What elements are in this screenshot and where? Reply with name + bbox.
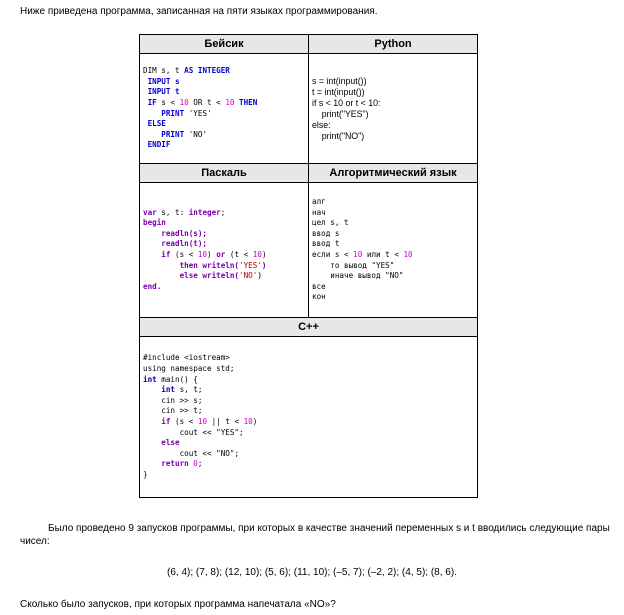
basic-code-cell bbox=[140, 54, 309, 164]
header-basic: Бейсик bbox=[140, 35, 309, 54]
pascal-code-cell bbox=[140, 183, 309, 318]
runs-description: Было проведено 9 запусков программы, при которых в качестве значений переменных s и t вводились следующие пары чисел: bbox=[20, 523, 610, 547]
cpp-code: #include <iostream> using namespace std; int main() { int s, t; cin >> s; cin >> t; if (s < 10 || t < 10) cout << "YES"; else cout << "NO"; return 0; } bbox=[143, 353, 258, 479]
header-pascal: Паскаль bbox=[140, 164, 309, 183]
header-algo: Алгоритмический язык bbox=[309, 164, 478, 183]
input-pairs: (6, 4); (7, 8); (12, 10); (5, 6); (11, 10); (–5, 7); (–2, 2); (4, 5); (8, 6). bbox=[167, 567, 457, 578]
code-table bbox=[139, 34, 478, 498]
intro-text: Ниже приведена программа, записанная на пяти языках программирования. bbox=[20, 6, 378, 17]
pascal-code: var s, t: integer; begin readln(s); readln(t); if (s < 10) or (t < 10) then writeln('YES') else writeln('NO') end. bbox=[143, 207, 267, 291]
python-code: s = int(input()) t = int(input()) if s < 10 or t < 10: print("YES") else: print("NO") bbox=[312, 75, 381, 141]
cpp-code-cell bbox=[140, 337, 478, 498]
algo-code: алг нач цел s, t ввод s ввод t если s < 10 или t < 10 то вывод "YES" иначе вывод "NO" все кон bbox=[312, 197, 413, 302]
python-code-cell bbox=[309, 54, 478, 164]
header-cpp: C++ bbox=[140, 318, 478, 337]
question-text: Сколько было запусков, при которых программа напечатала «NO»? bbox=[20, 599, 336, 610]
header-python: Python bbox=[309, 35, 478, 54]
basic-code: DIM s, t AS INTEGER INPUT s INPUT t IF s < 10 OR t < 10 THEN PRINT 'YES' ELSE PRINT 'NO' ENDIF bbox=[143, 66, 258, 150]
algo-code-cell bbox=[309, 183, 478, 318]
